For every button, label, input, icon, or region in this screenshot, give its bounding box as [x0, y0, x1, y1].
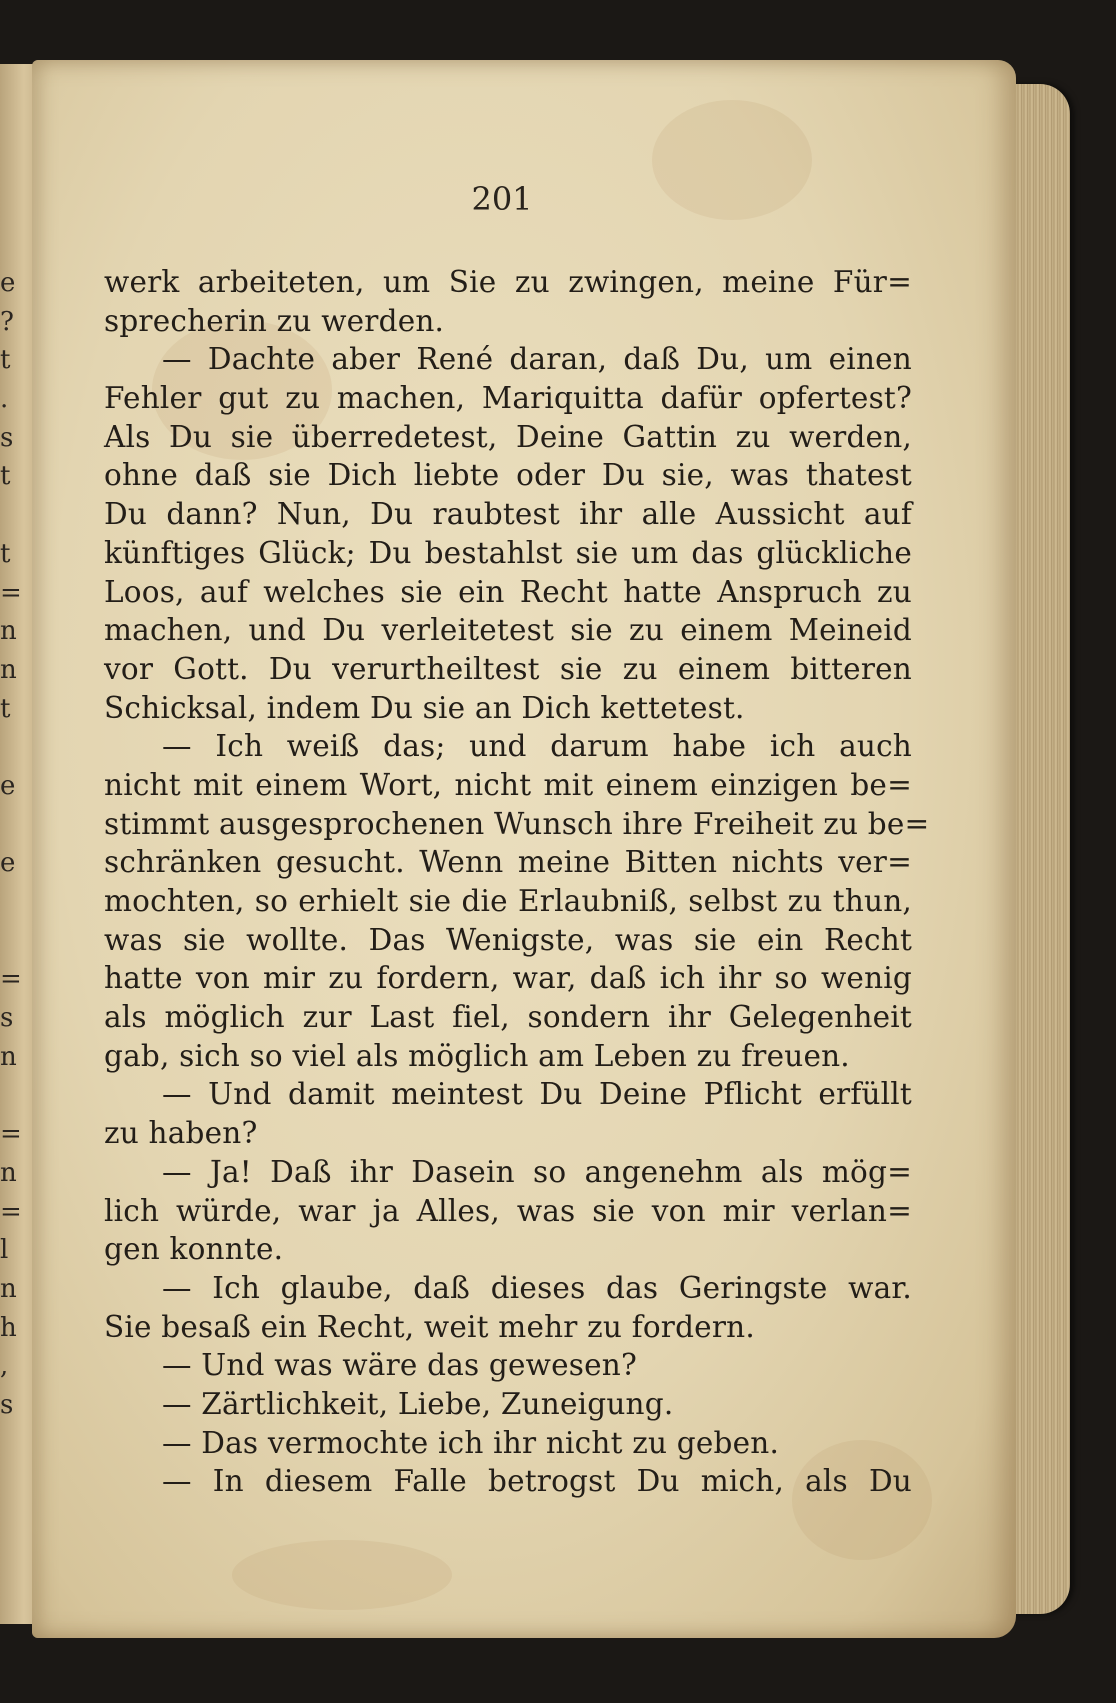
text-line: lich würde, war ja Alles, was sie von mir verlan= — [104, 1193, 912, 1228]
text-line: schränken gesucht. Wenn meine Bitten nichts ver= — [104, 845, 912, 880]
facing-page-letter: n — [0, 1273, 17, 1304]
facing-page-letter — [0, 1076, 16, 1115]
facing-page-letter: e — [0, 770, 16, 801]
text-line: als möglich zur Last fiel, sondern ihr Gelegenheit — [104, 1000, 912, 1035]
text-line: Schicksal, indem Du sie an Dich kettetest. — [104, 690, 745, 725]
text-line: ohne daß sie Dich liebte oder Du sie, was thatest — [104, 458, 912, 493]
facing-page-letter: = — [0, 964, 22, 995]
text-line: gab, sich so viel als möglich am Leben zu freuen. — [104, 1038, 850, 1073]
facing-page-letter: . — [0, 384, 9, 415]
facing-page-letter — [0, 728, 16, 767]
facing-page-letter: ? — [0, 306, 14, 337]
facing-page-letter: e — [0, 268, 16, 298]
facing-page-letter: t — [0, 538, 11, 569]
facing-page-letter: n — [0, 616, 17, 647]
text-line: Fehler gut zu machen, Mariquitta dafür opfertest? — [104, 381, 912, 416]
text-line: sprecherin zu werden. — [104, 303, 445, 338]
facing-page-letter: t — [0, 345, 11, 376]
text-line: werk arbeiteten, um Sie zu zwingen, meine Für= — [104, 265, 912, 299]
text-line: — Das vermochte ich ihr nicht zu geben. — [162, 1425, 780, 1460]
facing-page-letter: , — [0, 1351, 9, 1382]
facing-page-letter — [0, 922, 16, 961]
facing-page-letter — [0, 496, 16, 535]
text-line: was sie wollte. Das Wenigste, was sie ein Recht — [104, 922, 912, 957]
facing-page-letter: = — [0, 1119, 22, 1150]
text-line: nicht mit einem Wort, nicht mit einem einzigen be= — [104, 767, 912, 802]
text-line: — Dachte aber René daran, daß Du, um einen — [162, 342, 912, 377]
page-number: 201 — [471, 180, 533, 218]
facing-page-letter — [0, 806, 16, 845]
text-line: Als Du sie überredetest, Deine Gattin zu werden, — [104, 419, 912, 454]
facing-page-letter: l — [0, 1235, 9, 1266]
text-line: mochten, so erhielt sie die Erlaubniß, selbst zu thun, — [104, 884, 912, 918]
body-text — [104, 263, 930, 1501]
text-line: Du dann? Nun, Du raubtest ihr alle Aussicht auf — [104, 497, 912, 532]
facing-page-letter: s — [0, 1003, 14, 1034]
text-line: — In diesem Falle betrogst Du mich, als Du — [162, 1464, 912, 1499]
text-line: — Zärtlichkeit, Liebe, Zuneigung. — [162, 1386, 674, 1421]
facing-page-letter: s — [0, 422, 14, 453]
text-line: machen, und Du verleitetest sie zu einem Meineid — [104, 613, 912, 648]
text-line: — Ja! Daß ihr Dasein so angenehm als mög= — [162, 1154, 912, 1189]
page-block-edge — [1010, 84, 1070, 1614]
text-line: zu haben? — [104, 1116, 258, 1151]
facing-page-letter: s — [0, 1389, 14, 1420]
facing-page-letter: = — [0, 1196, 22, 1227]
text-line: gen konnte. — [104, 1232, 284, 1267]
text-line: — Und damit meintest Du Deine Pflicht erfüllt — [162, 1077, 912, 1112]
facing-page-letter: n — [0, 654, 17, 685]
book-page — [32, 60, 1016, 1638]
text-line: stimmt ausgesprochenen Wunsch ihre Freiheit zu be= — [104, 806, 930, 841]
text-line: Loos, auf welches sie ein Recht hatte Anspruch zu — [104, 574, 912, 609]
facing-page-letter — [0, 883, 16, 922]
facing-page-letter: e — [0, 848, 16, 879]
facing-page-letter: n — [0, 1041, 17, 1072]
facing-page-letter: t — [0, 461, 11, 492]
facing-page-letter: = — [0, 577, 22, 608]
facing-page-letter: n — [0, 1157, 17, 1188]
facing-page-letter: h — [0, 1312, 17, 1343]
text-line: hatte von mir zu fordern, war, daß ich ihr so wenig — [104, 961, 912, 996]
text-line: vor Gott. Du verurtheiltest sie zu einem bitteren — [104, 651, 912, 686]
paper-stain — [232, 1540, 452, 1610]
text-line: — Und was wäre das gewesen? — [162, 1348, 637, 1383]
facing-page-letter: t — [0, 693, 11, 724]
facing-page-margin-letters — [0, 264, 22, 1425]
text-line: Sie besaß ein Recht, weit mehr zu fordern. — [104, 1309, 755, 1344]
text-line: — Ich glaube, daß dieses das Geringste war. — [162, 1270, 912, 1305]
text-line: — Ich weiß das; und darum habe ich auch — [162, 729, 912, 764]
text-line: künftiges Glück; Du bestahlst sie um das glückliche — [104, 535, 912, 570]
